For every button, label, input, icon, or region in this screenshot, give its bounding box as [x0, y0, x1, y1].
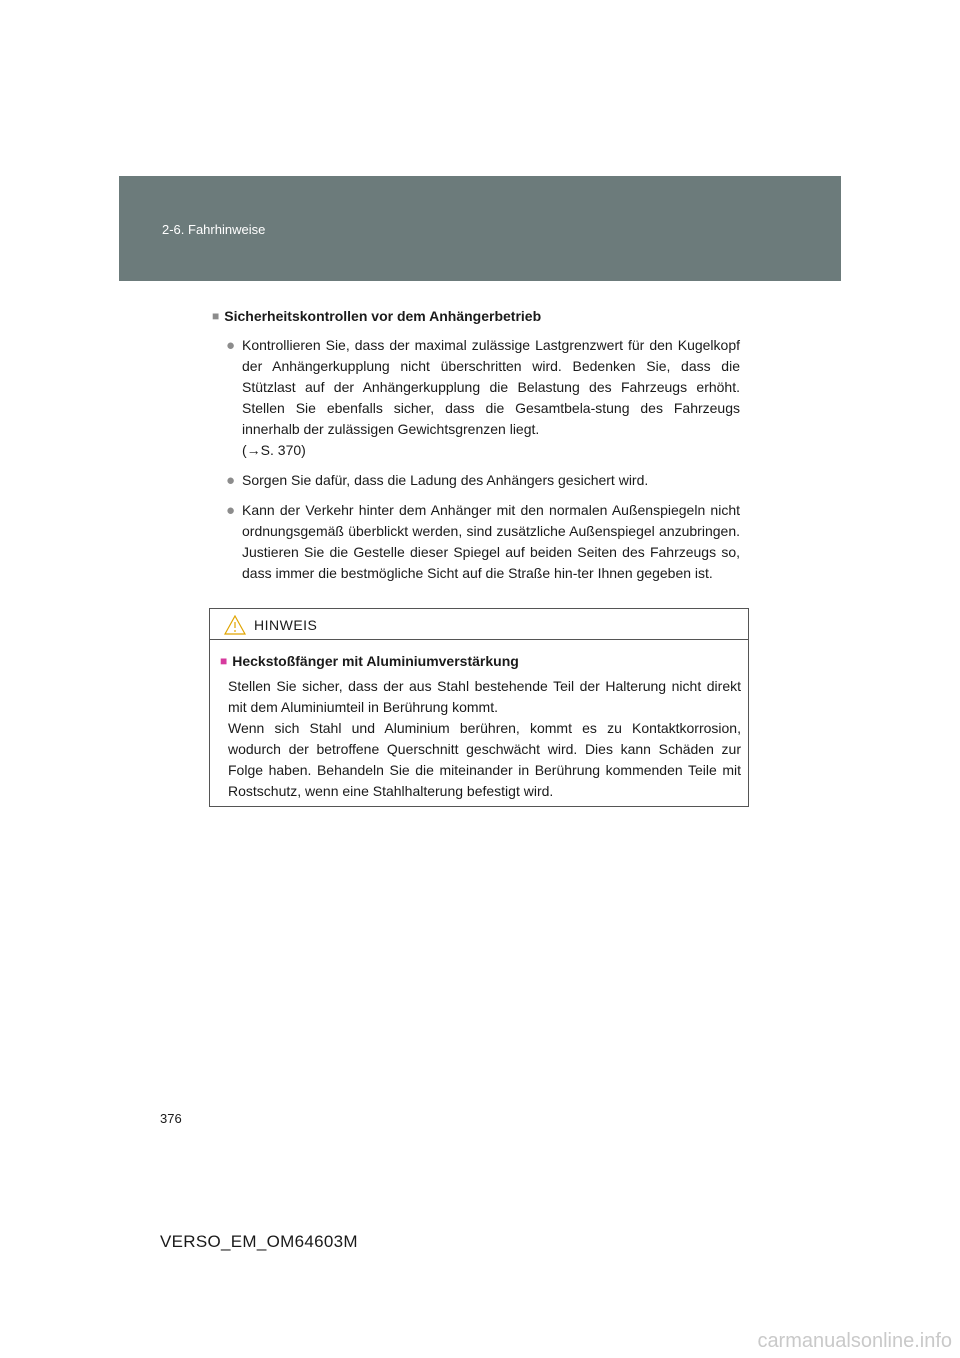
notice-heading-text: Heckstoßfänger mit Aluminiumverstärkung — [232, 653, 519, 669]
square-bullet-icon: ■ — [220, 654, 228, 668]
circle-bullet-icon: ● — [226, 472, 236, 489]
page-number: 376 — [160, 1111, 182, 1126]
notice-header — [210, 609, 748, 640]
watermark: carmanualsonline.info — [757, 1330, 952, 1352]
list-item — [212, 470, 740, 491]
list-item-text: Kontrollieren Sie, dass der maximal zulässige Lastgrenzwert für den Kugelkopf der Anhängerkupplung nicht überschritten wird. Bedenken Sie, dass die Stützlast auf der Anhängerkupplung die Belastung des Fahrzeugs erhöht. Stellen Sie ebenfalls sicher, dass die Gesamtbela-stung des Fahrzeugs innerhalb der zulässigen Gewichtsgrenzen liegt. — [242, 337, 740, 437]
circle-bullet-icon: ● — [226, 337, 236, 354]
section-label: 2-6. Fahrhinweise — [162, 222, 266, 237]
list-item-text: Kann der Verkehr hinter dem Anhänger mit den normalen Außenspiegeln nicht ordnungsgemäß überblickt werden, sind zusätzliche Außenspiegel anzubringen. Justieren Sie die Gestelle dieser Spiegel auf beiden Seiten des Fahrzeugs so, dass immer die bestmögliche Sicht auf die Straße hin-ter Ihnen gegeben ist. — [242, 502, 740, 581]
square-bullet-icon: ■ — [212, 309, 220, 323]
section-heading — [212, 306, 740, 327]
heading-text: Sicherheitskontrollen vor dem Anhängerbetrieb — [224, 308, 542, 324]
notice-box — [209, 608, 749, 807]
warning-icon — [224, 615, 246, 635]
circle-bullet-icon: ● — [226, 502, 236, 519]
document-code: VERSO_EM_OM64603M — [160, 1232, 358, 1251]
page-reference: (→S. 370) — [242, 442, 306, 458]
main-content — [212, 306, 740, 593]
notice-heading — [220, 651, 741, 672]
list-item — [212, 500, 740, 584]
notice-paragraph: Stellen Sie sicher, dass der aus Stahl bestehende Teil der Halterung nicht direkt mit dem Aluminiumteil in Berührung kommt. Wenn sich Stahl und Aluminium berühren, kommt es zu Kontaktkorrosion, wodurch der betroffene Querschnitt geschwächt wird. Dies kann Schäden zur Folge haben. Behandeln Sie die miteinander in Berührung kommenden Teile mit Rostschutz, wenn eine Stahlhalterung befestigt wird. — [228, 678, 741, 799]
list-item — [212, 335, 740, 461]
notice-title: HINWEIS — [254, 617, 318, 633]
notice-body — [210, 640, 748, 802]
list-item-text: Sorgen Sie dafür, dass die Ladung des Anhängers gesichert wird. — [242, 472, 649, 488]
